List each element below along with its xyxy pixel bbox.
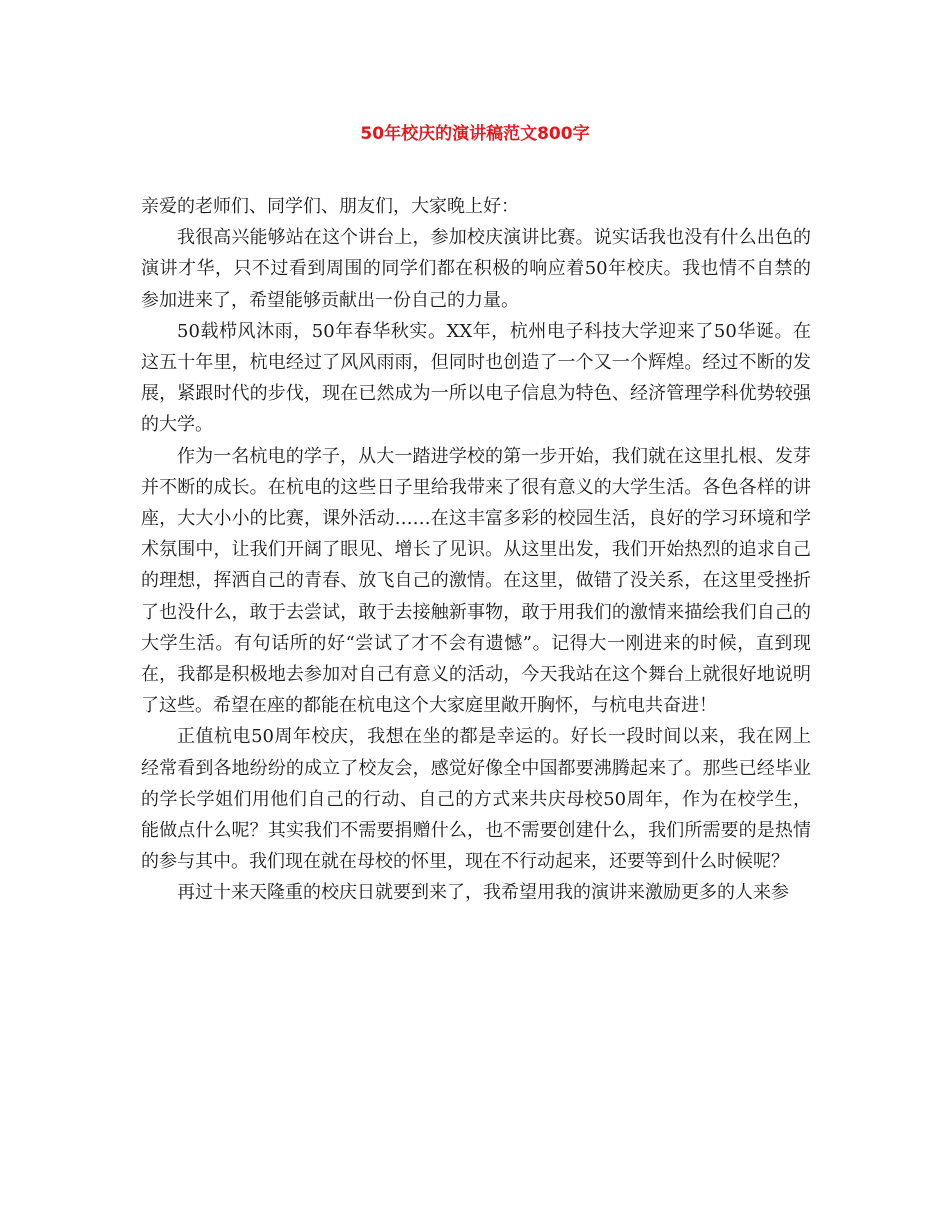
salutation-paragraph: 亲爱的老师们、同学们、朋友们，大家晚上好： bbox=[141, 196, 519, 217]
page-title: 50年校庆的演讲稿范文800字 bbox=[360, 124, 590, 144]
body-paragraph-2: 50载栉风沐雨，50年春华秋实。XX年，杭州电子科技大学迎来了50华诞。在这五十年里，杭电经过了风风雨雨，但同时也创造了一个又一个辉煌。经过不断的发展，紧跟时代的步伐，现在已然成为一所以电子信息为特色、经济管理学科优势较强的大学。 bbox=[141, 320, 811, 436]
body-paragraph-1: 我很高兴能够站在这个讲台上，参加校庆演讲比赛。说实话我也没有什么出色的演讲才华，只不过看到周围的同学们都在积极的响应着50年校庆。我也情不自禁的参加进来了，希望能够贡献出一份自己的力量。 bbox=[141, 227, 811, 311]
body-paragraph-4: 正值杭电50周年校庆，我想在坐的都是幸运的。好长一段时间以来，我在网上经常看到各地纷纷的成立了校友会，感觉好像全中国都要沸腾起来了。那些已经毕业的学长学姐们用他们自己的行动、自己的方式来共庆母校50周年，作为在校学生，能做点什么呢？其实我们不需要捐赠什么，也不需要创建什么，我们所需要的是热情的参与其中。我们现在就在母校的怀里，现在不行动起来，还要等到什么时候呢？ bbox=[141, 726, 811, 873]
document-body bbox=[141, 191, 811, 909]
body-paragraph-3: 作为一名杭电的学子，从大一踏进学校的第一步开始，我们就在这里扎根、发芽并不断的成长。在杭电的这些日子里给我带来了很有意义的大学生活。各色各样的讲座，大大小小的比赛，课外活动……在这丰富多彩的校园生活，良好的学习环境和学术氛围中，让我们开阔了眼见、增长了见识。从这里出发，我们开始热烈的追求自己的理想，挥洒自己的青春、放飞自己的激情。在这里，做错了没关系，在这里受挫折了也没什么，敢于去尝试，敢于去接触新事物，敢于用我们的激情来描绘我们自己的大学生活。有句话所的好“尝试了才不会有遗憾”。记得大一刚进来的时候，直到现在，我都是积极地去参加对自己有意义的活动，今天我站在这个舞台上就很好地说明了这些。希望在座的都能在杭电这个大家庭里敞开胸怀，与杭电共奋进！ bbox=[141, 445, 811, 717]
body-paragraph-5: 再过十来天隆重的校庆日就要到来了，我希望用我的演讲来激励更多的人来参 bbox=[177, 882, 789, 904]
